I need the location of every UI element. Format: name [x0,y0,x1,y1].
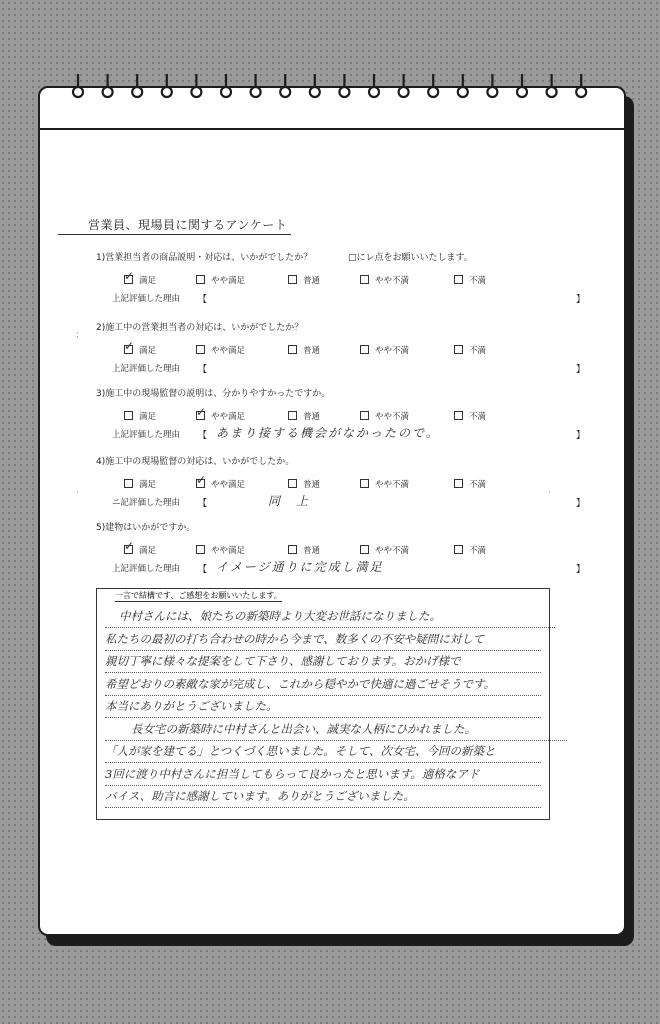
comment-line: 長女宅の新築時に中村さんと出会い、誠実な人柄にひかれました。 [105,718,567,741]
option-label: 不満 [469,276,487,286]
comment-line: 3回に渡り中村さんに担当してもらって良かったと思います。適格なアド [105,763,541,786]
bracket-open: 【 [198,365,208,375]
ring-icon [103,74,113,97]
checkbox[interactable] [454,345,463,354]
option-label: 満足 [139,346,157,356]
option-label: 不満 [469,546,487,556]
ring-icon [458,74,468,97]
reason-label: 上記評価した理由 [112,364,181,374]
handwritten-reason: 同 上 [268,494,311,508]
option-label: 満足 [139,276,157,286]
ring-icon [162,74,172,97]
ring-icon [369,74,379,97]
checkbox[interactable] [124,269,135,284]
ring-icon [132,74,142,97]
checkbox[interactable] [360,479,369,488]
question-text: 3)施工中の現場監督の説明は、分かりやすかったですか。 [96,389,331,399]
rating-option[interactable] [196,473,246,490]
comment-line: 希望どおりの素敵な家が完成し、これから穏やかで快適に過ごせそうです。 [105,673,541,696]
comment-line: 親切丁寧に様々な提案をして下さり、感謝しております。おかげ様で [105,650,541,673]
ring-icon [487,74,497,97]
reason-label: 上記評価した理由 [112,430,181,440]
spiral-binding-icon [40,74,624,114]
rating-option[interactable] [454,544,486,556]
reason-label: 上記評価した理由 [112,564,181,574]
rating-option[interactable] [124,539,157,556]
option-label: やや満足 [211,412,246,422]
option-label: やや不満 [375,480,410,490]
checkbox[interactable] [360,345,369,354]
option-label: やや満足 [211,346,246,356]
handwritten-reason: イメージ通りに完成し満足 [216,560,384,574]
bracket-open: 【 [198,431,208,441]
checkbox[interactable] [196,545,205,554]
checkbox[interactable] [288,545,297,554]
option-label: やや不満 [375,346,410,356]
option-label: 満足 [139,412,157,422]
rating-option[interactable] [360,274,409,286]
option-label: 普通 [303,480,321,490]
survey-title: 営業員、現場員に関するアンケート [88,216,291,235]
option-label: やや不満 [375,412,410,422]
rating-option[interactable] [124,410,156,422]
question-text: 2)施工中の営業担当者の対応は、いかがでしたか？ [96,323,304,333]
margin-mark: : [76,330,80,340]
reason-label: ニ記評価した理由 [112,498,181,508]
handwritten-reason: あまり接する機会がなかったので。 [216,426,440,440]
ring-icon [576,74,586,97]
checkbox[interactable] [454,275,463,284]
checkmark-icon: ✓ [196,473,207,487]
rating-option[interactable] [454,410,486,422]
option-label: やや不満 [375,276,410,286]
bracket-close: 】 [576,365,586,375]
rating-option[interactable] [360,478,409,490]
checkbox[interactable] [360,545,369,554]
ring-icon [547,74,557,97]
bracket-close: 】 [576,565,586,575]
rating-option[interactable] [454,478,486,490]
comment-box [96,588,550,820]
checkbox[interactable] [288,479,297,488]
checkbox[interactable] [288,345,297,354]
rating-option[interactable] [196,344,245,356]
margin-mark: · [548,488,551,498]
rating-option[interactable] [454,344,486,356]
bracket-open: 【 [198,565,208,575]
checkbox[interactable] [360,411,369,420]
bracket-close: 】 [576,295,586,305]
ring-icon [310,74,320,97]
rating-option[interactable] [360,344,409,356]
checkbox[interactable] [454,545,463,554]
ring-icon [191,74,201,97]
checkbox[interactable] [288,411,297,420]
checkbox[interactable] [124,339,135,354]
option-label: 満足 [139,546,157,556]
reason-label: 上記評価した理由 [112,294,181,304]
rating-option[interactable] [196,544,245,556]
checkbox[interactable] [124,539,135,554]
rating-option[interactable] [196,274,245,286]
margin-mark: · [76,488,79,498]
question-text: 4)施工中の現場監督の対応は、いかがでしたか。 [96,457,295,467]
ring-icon [221,74,231,97]
option-label: 普通 [303,346,321,356]
option-label: 普通 [303,412,321,422]
rating-option[interactable] [288,544,320,556]
bracket-open: 【 [198,295,208,305]
option-label: 不満 [469,412,487,422]
ring-icon [399,74,409,97]
ring-icon [251,74,261,97]
rating-option[interactable] [288,274,320,286]
bracket-open: 【 [198,499,208,509]
option-label: 不満 [469,480,487,490]
checkmark-icon: ✓ [124,339,135,353]
comment-line: 中村さんには、娘たちの新築時より大変お世話になりました。 [105,605,555,628]
checkbox[interactable] [196,473,207,488]
ring-icon [73,74,83,97]
ring-icon [428,74,438,97]
checkbox[interactable] [454,411,463,420]
checkmark-icon: ✓ [196,405,207,419]
option-label: やや満足 [211,546,246,556]
comment-line: 本当にありがとうございました。 [105,695,541,718]
rating-option[interactable] [360,544,409,556]
checkbox[interactable] [288,275,297,284]
rating-option[interactable] [454,274,486,286]
ring-icon [280,74,290,97]
rating-option[interactable] [360,410,409,422]
rating-option[interactable] [288,410,320,422]
option-label: やや満足 [211,480,246,490]
rating-option[interactable] [196,405,246,422]
comment-line: バイス、助言に感謝しています。ありがとうございました。 [105,785,541,808]
option-label: 満足 [139,480,157,490]
checkbox[interactable] [124,479,133,488]
instruction-note: □にレ点をお願いいたします。 [348,253,473,263]
option-label: 普通 [303,276,321,286]
rating-option[interactable] [124,478,156,490]
checkbox[interactable] [454,479,463,488]
question-text: 5)建物はいかがですか。 [96,523,196,533]
comment-header: 一言で結構です、ご感想をお願いいたします。 [115,591,282,600]
bracket-close: 】 [576,431,586,441]
checkbox[interactable] [360,275,369,284]
rating-option[interactable] [124,339,157,356]
rating-option[interactable] [288,478,320,490]
checkbox[interactable] [196,345,205,354]
question-text: 1)営業担当者の商品説明・対応は、いかがでしたか？ [96,253,313,263]
checkbox[interactable] [196,405,207,420]
bracket-close: 】 [576,499,586,509]
checkmark-icon: ✓ [124,269,135,283]
ring-icon [339,74,349,97]
rating-option[interactable] [288,344,320,356]
checkbox[interactable] [196,275,205,284]
comment-line: 私たちの最初の打ち合わせの時から今まで、数多くの不安や疑問に対して [105,628,541,651]
comment-line: 「人が家を建てる」とつくづく思いました。そして、次女宅、今回の新築と [105,740,541,763]
ring-icon [517,74,527,97]
option-label: 不満 [469,346,487,356]
option-label: やや満足 [211,276,246,286]
rating-option[interactable] [124,269,157,286]
option-label: 普通 [303,546,321,556]
checkmark-icon: ✓ [124,539,135,553]
option-label: やや不満 [375,546,410,556]
checkbox[interactable] [124,411,133,420]
